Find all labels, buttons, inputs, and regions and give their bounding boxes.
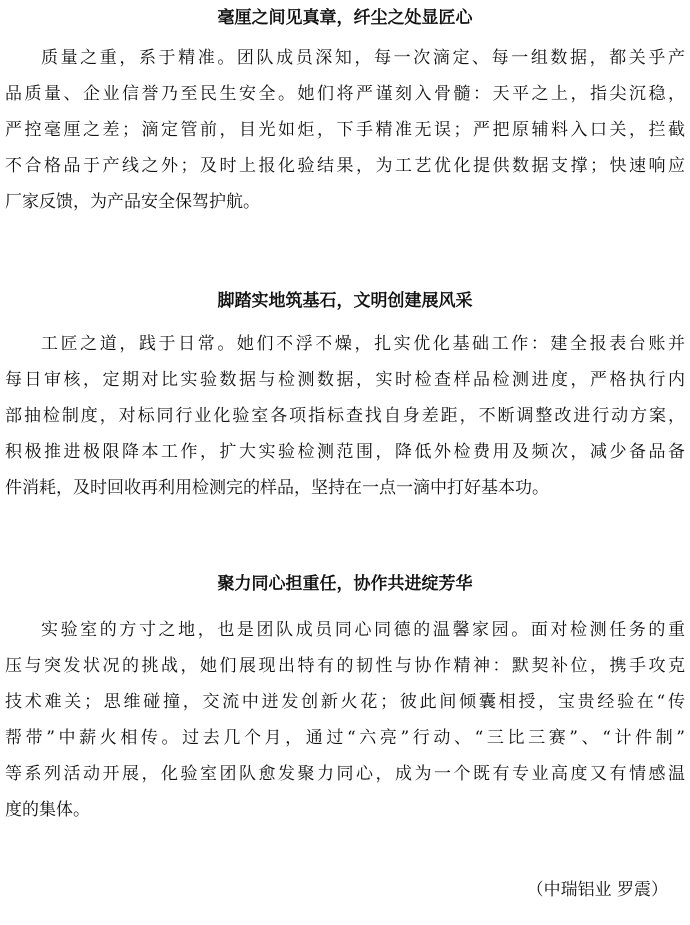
paragraph-line: 每日审核，定期对比实验数据与检测数据，实时检查样品检测进度，严格执行内: [5, 370, 685, 390]
section-heading-teamwork: 聚力同心担重任，协作共进绽芳华: [217, 574, 473, 594]
paragraph-line: 不合格品于产线之外；及时上报化验结果，为工艺优化提供数据支撑；快速响应: [5, 156, 685, 176]
paragraph-line: 实验室的方寸之地，也是团队成员同心同德的温馨家园。面对检测任务的重: [41, 620, 685, 640]
paragraph-line: 质量之重，系于精准。团队成员深知，每一次滴定、每一组数据，都关乎产: [41, 48, 685, 68]
paragraph-line: 度的集体。: [5, 800, 90, 820]
section-heading-precision: 毫厘之间见真章，纤尘之处显匠心: [217, 8, 473, 28]
paragraph-foundation: [5, 326, 685, 506]
paragraph-line: 压与突发状况的挑战，她们展现出特有的韧性与协作精神：默契补位，携手攻克: [5, 656, 685, 676]
paragraph-line: 部抽检制度，对标同行业化验室各项指标查找自身差距，不断调整改进行动方案，: [5, 406, 685, 426]
paragraph-teamwork: [5, 612, 685, 828]
section-heading-foundation: 脚踏实地筑基石，文明创建展风采: [217, 291, 473, 311]
paragraph-line: 件消耗，及时回收再利用检测完的样品，坚持在一点一滴中打好基本功。: [5, 478, 549, 498]
paragraph-line: 等系列活动开展，化验室团队愈发聚力同心，成为一个既有专业高度又有情感温: [5, 764, 685, 784]
paragraph-line: 帮带”中薪火相传。过去几个月，通过“六亮”行动、“三比三赛”、“计件制”: [5, 728, 685, 748]
paragraph-line: 工匠之道，践于日常。她们不浮不燥，扎实优化基础工作：建全报表台账并: [41, 334, 685, 354]
paragraph-line: 品质量、企业信誉乃至民生安全。她们将严谨刻入骨髓：天平之上，指尖沉稳，: [5, 84, 685, 104]
paragraph-line: 厂家反馈，为产品安全保驾护航。: [5, 192, 260, 212]
paragraph-line: 严控毫厘之差；滴定管前，目光如炬，下手精准无误；严把原辅料入口关，拦截: [5, 120, 685, 140]
paragraph-line: 技术难关；思维碰撞，交流中迸发创新火花；彼此间倾囊相授，宝贵经验在“传: [5, 692, 685, 712]
paragraph-line: 积极推进极限降本工作，扩大实验检测范围，降低外检费用及频次，减少备品备: [5, 442, 685, 462]
author-signature: （中瑞铝业 罗震）: [526, 880, 668, 900]
paragraph-precision: [5, 40, 685, 220]
